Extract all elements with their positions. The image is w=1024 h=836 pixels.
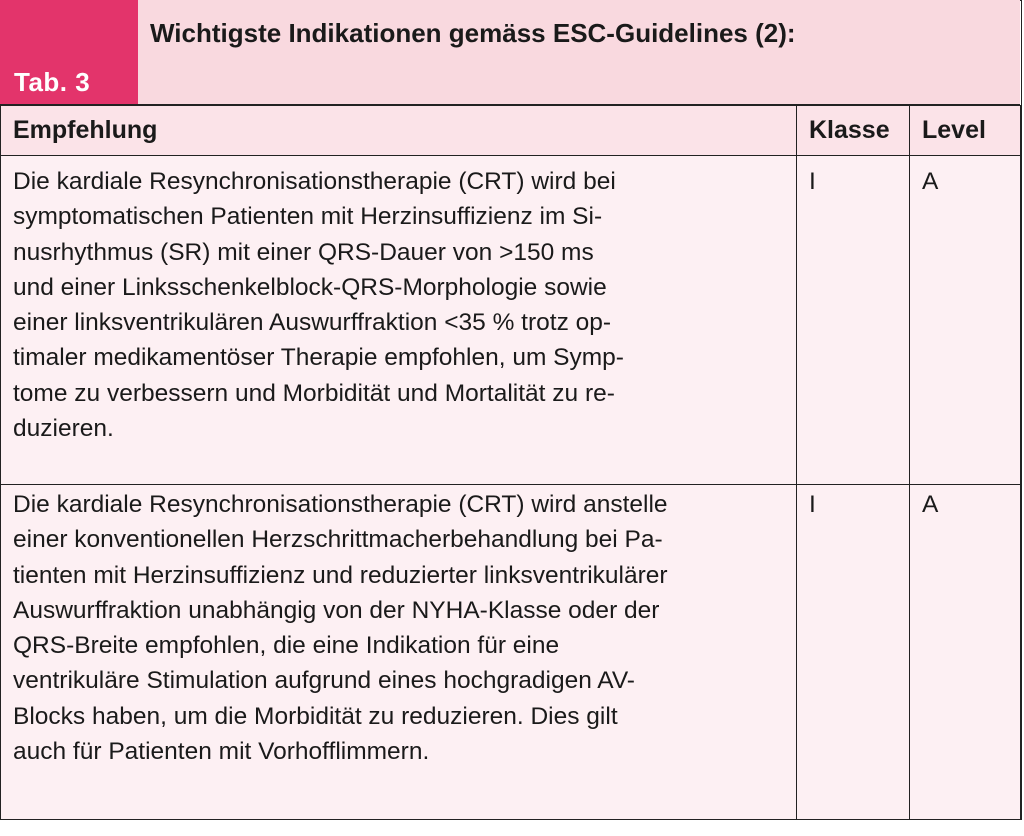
recommendation-line: tome zu verbessern und Morbidität und Mortalität zu re-: [13, 379, 615, 407]
klasse-cell: I: [797, 485, 910, 820]
recommendation-line: QRS-Breite empfohlen, die eine Indikation für eine: [13, 632, 560, 660]
recommendation-line: auch für Patienten mit Vorhofflimmern.: [13, 738, 430, 766]
recommendation-cell: [1, 485, 797, 820]
table-row: [1, 485, 1021, 820]
recommendation-line: ventrikuläre Stimulation aufgrund eines hochgradigen AV-: [13, 667, 635, 695]
table-row: [1, 156, 1021, 485]
column-header-level: Level: [910, 106, 1021, 156]
table-number-badge: [0, 0, 138, 104]
recommendation-line: Die kardiale Resynchronisationstherapie (CRT) wird bei: [13, 168, 616, 195]
recommendation-line: einer linksventrikulären Auswurffraktion <35 % trotz op-: [13, 309, 612, 337]
recommendation-line: nusrhythmus (SR) mit einer QRS-Dauer von >150 ms: [13, 238, 594, 266]
recommendation-line: Blocks haben, um die Morbidität zu reduzieren. Dies gilt: [13, 702, 618, 730]
klasse-cell: I: [797, 156, 910, 485]
level-cell: A: [910, 485, 1021, 820]
level-cell: A: [910, 156, 1021, 485]
recommendation-cell: [1, 156, 797, 485]
recommendation-line: timaler medikamentöser Therapie empfohlen, um Symp-: [13, 344, 624, 372]
table-header: [0, 0, 1020, 105]
recommendation-line: duzieren.: [13, 415, 114, 443]
table-header-row: [1, 106, 1021, 156]
column-header-klasse: Klasse: [797, 106, 910, 156]
recommendation-line: tienten mit Herzinsuffizienz und reduzierter linksventrikulärer: [13, 561, 668, 589]
recommendation-line: einer konventionellen Herzschrittmacherbehandlung bei Pa-: [13, 526, 663, 554]
table-title: Wichtigste Indikationen gemäss ESC-Guidelines (2):: [150, 18, 796, 48]
recommendation-line: Die kardiale Resynchronisationstherapie (CRT) wird anstelle: [13, 491, 668, 518]
recommendation-line: und einer Linksschenkelblock-QRS-Morphologie sowie: [13, 273, 607, 301]
recommendations-table: [0, 105, 1021, 820]
table-number-label: Tab. 3: [14, 67, 91, 97]
recommendation-line: Auswurffraktion unabhängig von der NYHA-Klasse oder der: [13, 596, 660, 624]
recommendation-line: symptomatischen Patienten mit Herzinsuffizienz im Si-: [13, 203, 603, 231]
column-header-empfehlung: Empfehlung: [1, 106, 797, 156]
